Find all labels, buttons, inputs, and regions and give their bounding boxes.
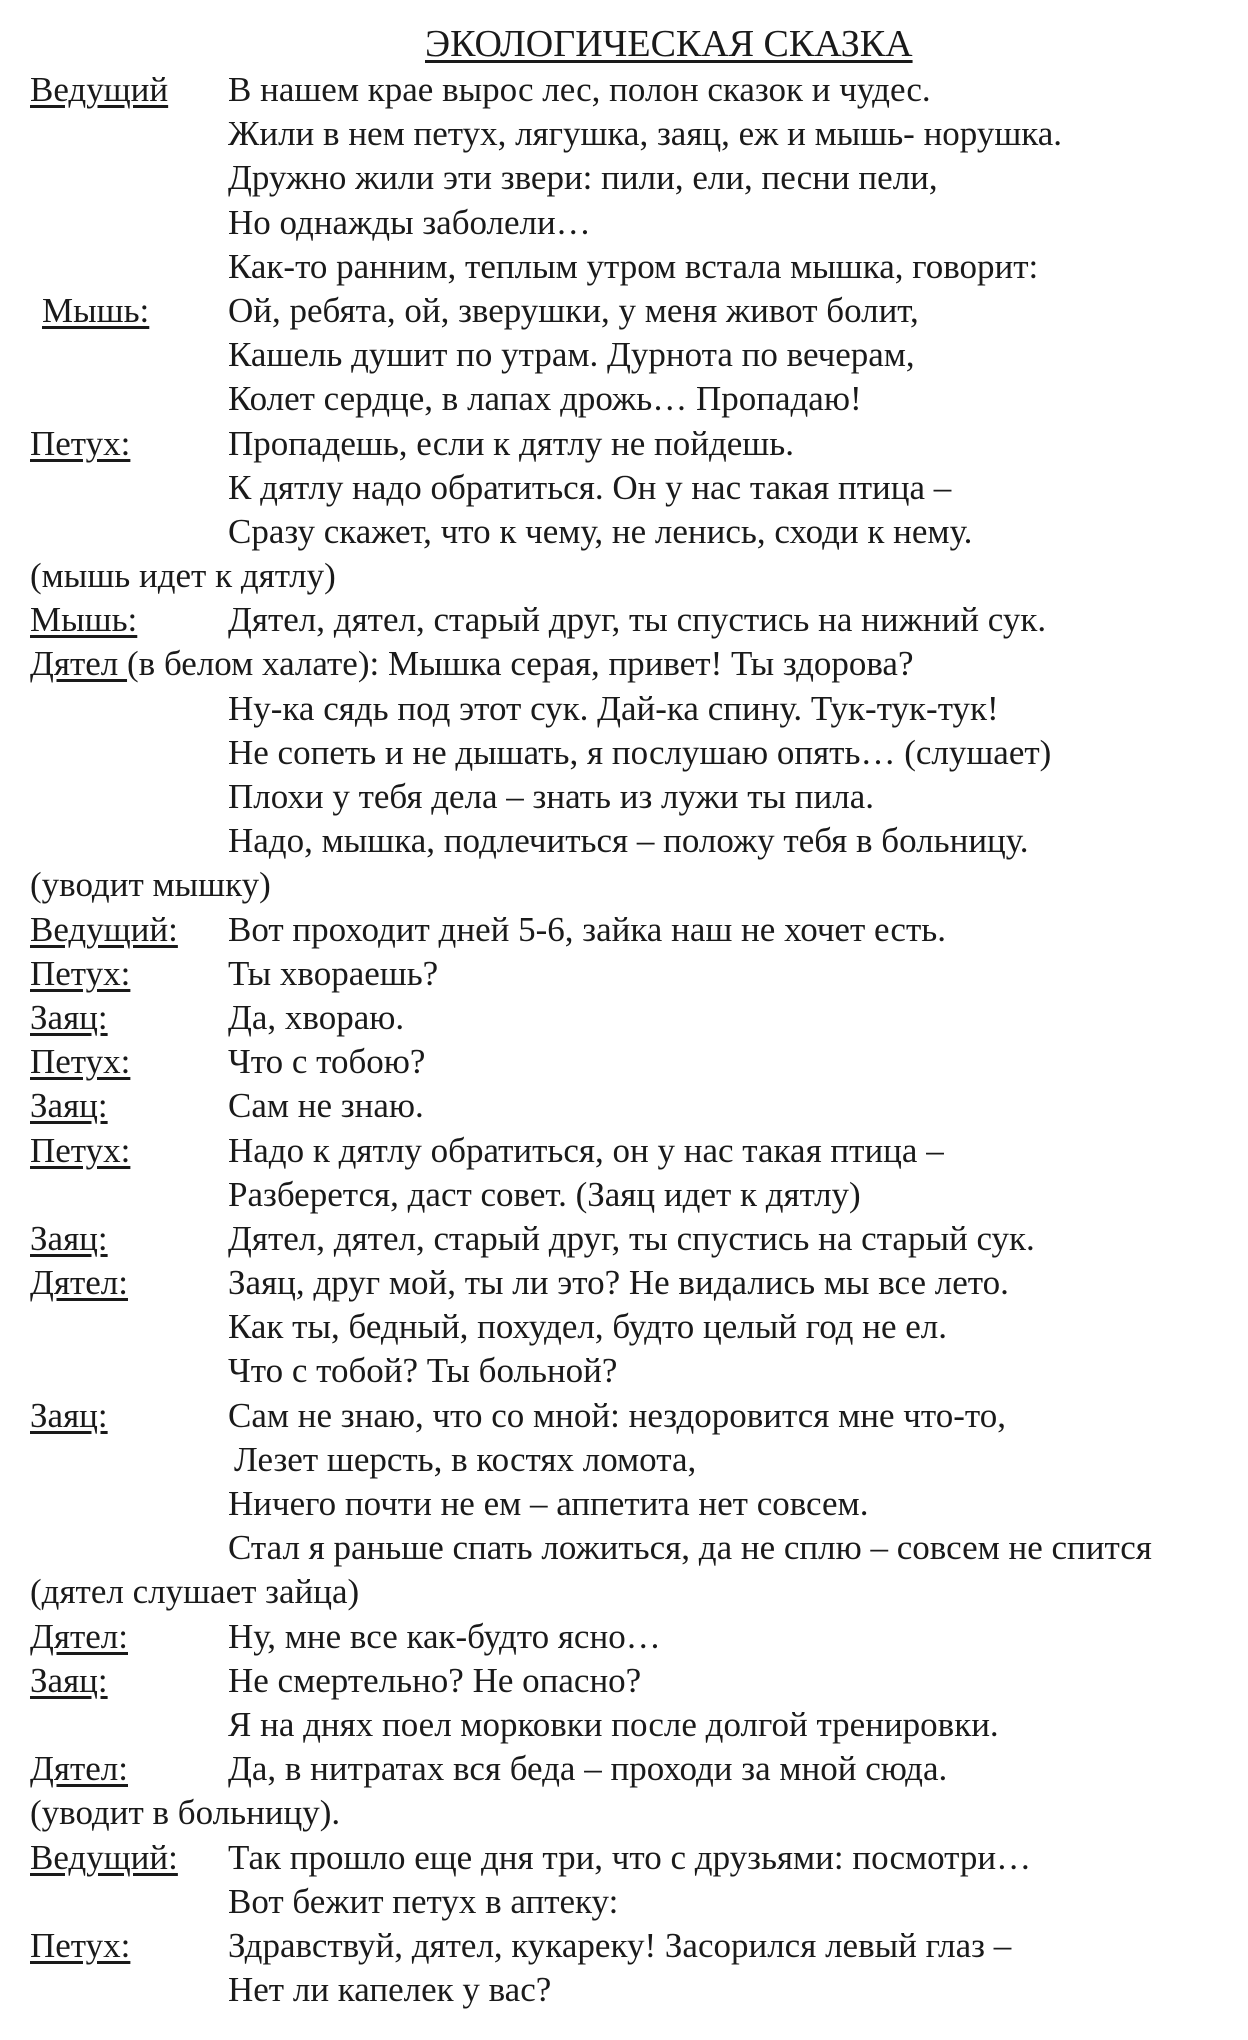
line-text: Что с тобою?	[228, 1042, 426, 1082]
script-line	[0, 1924, 1248, 1968]
line-text: Плохи у тебя дела – знать из лужи ты пила.	[228, 777, 874, 816]
script-line	[0, 1261, 1248, 1305]
stage-direction: (дятел слушает зайца)	[30, 1572, 360, 1612]
line-text: Не сопеть и не дышать, я послушаю опять… (слушает)	[228, 732, 1052, 772]
line-text: Дятел, дятел, старый друг, ты спустись на старый сук.	[228, 1218, 1035, 1258]
speaker-name: Дятел	[30, 644, 128, 684]
script-line	[0, 1791, 1248, 1835]
script-line	[0, 245, 1248, 289]
script-line	[0, 1968, 1248, 2012]
line-text: Вот бежит петух в аптеку:	[228, 1881, 619, 1921]
page-title: ЭКОЛОГИЧЕСКАЯ СКАЗКА	[425, 23, 913, 65]
script-line	[0, 1615, 1248, 1659]
speaker-name: Петух:	[30, 1130, 131, 1170]
speaker-name: Ведущий:	[30, 1837, 178, 1877]
script-line	[0, 289, 1248, 333]
script-line	[0, 1659, 1248, 1703]
line-text: (в белом халате): Мышка серая, привет! Ты здорова?	[127, 644, 914, 684]
stage-direction: (уводит в больницу).	[30, 1793, 341, 1833]
line-text: Так прошло еще дня три, что с друзьями: посмотри…	[228, 1837, 1032, 1877]
line-text: Нет ли капелек у вас?	[228, 1970, 552, 2010]
script-line	[0, 201, 1248, 245]
script-line	[0, 1394, 1248, 1438]
script-line	[0, 687, 1248, 731]
script-line	[0, 598, 1248, 642]
line-text: Да, в нитратах вся беда – проходи за мной сюда.	[228, 1749, 948, 1789]
script-line	[0, 156, 1248, 200]
speaker-name: Заяц:	[30, 1086, 108, 1126]
stage-direction: (мышь идет к дятлу)	[30, 556, 336, 596]
stage-direction: (уводит мышку)	[30, 865, 271, 905]
line-text: Сразу скажет, что к чему, не ленись, сходи к нему.	[228, 511, 973, 551]
script-line	[0, 1703, 1248, 1747]
script-line	[0, 775, 1248, 819]
script-line	[0, 996, 1248, 1040]
speaker-name: Заяц:	[30, 1395, 108, 1435]
script-line	[0, 908, 1248, 952]
line-text: Здравствуй, дятел, кукареку! Засорился левый глаз –	[228, 1925, 1012, 1965]
speaker-name: Дятел:	[30, 1616, 128, 1656]
line-text: Вот проходит дней 5-6, зайка наш не хочет есть.	[228, 909, 946, 949]
line-text: Ты хвораешь?	[228, 953, 439, 993]
line-text: Да, хвораю.	[228, 997, 405, 1037]
script-line	[0, 642, 1248, 686]
line-text: Колет сердце, в лапах дрожь… Пропадаю!	[228, 379, 862, 419]
script-line	[0, 1570, 1248, 1614]
script-line	[0, 510, 1248, 554]
speaker-name: Мышь:	[42, 290, 150, 330]
line-text: Как ты, бедный, похудел, будто целый год не ел.	[228, 1307, 948, 1347]
line-text: Заяц, друг мой, ты ли это? Не видались мы все лето.	[228, 1263, 1009, 1303]
line-text: Что с тобой? Ты больной?	[228, 1351, 618, 1391]
line-text: Лезет шерсть, в костях ломота,	[234, 1439, 697, 1479]
line-text: Дятел, дятел, старый друг, ты спустись на нижний сук.	[228, 600, 1047, 640]
script-line	[0, 1084, 1248, 1128]
line-text: Не смертельно? Не опасно?	[228, 1660, 642, 1700]
script-line	[0, 1305, 1248, 1349]
script-line	[0, 1526, 1248, 1570]
script-line	[0, 333, 1248, 377]
speaker-name: Дятел:	[30, 1749, 128, 1789]
script-line	[0, 1438, 1248, 1482]
line-text: Сам не знаю.	[228, 1086, 424, 1126]
script-line	[0, 731, 1248, 775]
script-line	[0, 1880, 1248, 1924]
script-line	[0, 1836, 1248, 1880]
script-line	[0, 1482, 1248, 1526]
speaker-name: Петух:	[30, 423, 131, 463]
line-text: Надо к дятлу обратиться, он у нас такая птица –	[228, 1130, 944, 1170]
script-line	[0, 466, 1248, 510]
line-text: Ой, ребята, ой, зверушки, у меня живот болит,	[228, 290, 919, 330]
line-text: Я на днях поел морковки после долгой тренировки.	[228, 1704, 999, 1744]
script-line	[0, 863, 1248, 907]
script-line	[0, 1129, 1248, 1173]
line-text: Но однажды заболели…	[228, 202, 591, 242]
line-text: Как-то ранним, теплым утром встала мышка, говорит:	[228, 246, 1039, 286]
script-line	[0, 1040, 1248, 1084]
script-line	[0, 68, 1248, 112]
line-text: Ничего почти не ем – аппетита нет совсем.	[228, 1484, 869, 1523]
line-text: Кашель душит по утрам. Дурнота по вечерам,	[228, 335, 915, 375]
script-line	[0, 952, 1248, 996]
speaker-name: Дятел:	[30, 1263, 128, 1303]
speaker-name: Ведущий:	[30, 909, 178, 949]
speaker-name: Заяц:	[30, 1660, 108, 1700]
line-text: Жили в нем петух, лягушка, заяц, еж и мышь- норушка.	[228, 114, 1063, 154]
script-line	[0, 554, 1248, 598]
line-text: В нашем крае вырос лес, полон сказок и чудес.	[228, 70, 931, 109]
script-line	[0, 1349, 1248, 1393]
line-text: Ну-ка сядь под этот сук. Дай-ка спину. Тук-тук-тук!	[228, 688, 999, 728]
speaker-name: Петух:	[30, 953, 131, 993]
line-text: Стал я раньше спать ложиться, да не сплю – совсем не спится	[228, 1528, 1152, 1568]
speaker-name: Мышь:	[30, 600, 138, 640]
line-text: Дружно жили эти звери: пили, ели, песни пели,	[228, 158, 938, 198]
script-line	[0, 1217, 1248, 1261]
script-line	[0, 819, 1248, 863]
line-text: Надо, мышка, подлечиться – положу тебя в больницу.	[228, 821, 1029, 861]
script-line	[0, 1747, 1248, 1791]
speaker-name: Петух:	[30, 1925, 131, 1965]
script-line	[0, 377, 1248, 421]
line-text: Разберется, даст совет. (Заяц идет к дятлу)	[228, 1174, 861, 1214]
speaker-name: Заяц:	[30, 997, 108, 1037]
line-text: Сам не знаю, что со мной: нездоровится мне что-то,	[228, 1395, 1006, 1435]
line-text: Ну, мне все как-будто ясно…	[228, 1616, 661, 1656]
play-script	[0, 68, 1248, 2012]
speaker-name: Заяц:	[30, 1218, 108, 1258]
script-line	[0, 1173, 1248, 1217]
speaker-name: Ведущий	[30, 70, 169, 109]
speaker-with-remark	[30, 642, 914, 686]
script-line	[0, 112, 1248, 156]
speaker-name: Петух:	[30, 1042, 131, 1082]
line-text: Пропадешь, если к дятлу не пойдешь.	[228, 423, 794, 463]
line-text: К дятлу надо обратиться. Он у нас такая птица –	[228, 467, 952, 507]
script-line	[0, 422, 1248, 466]
